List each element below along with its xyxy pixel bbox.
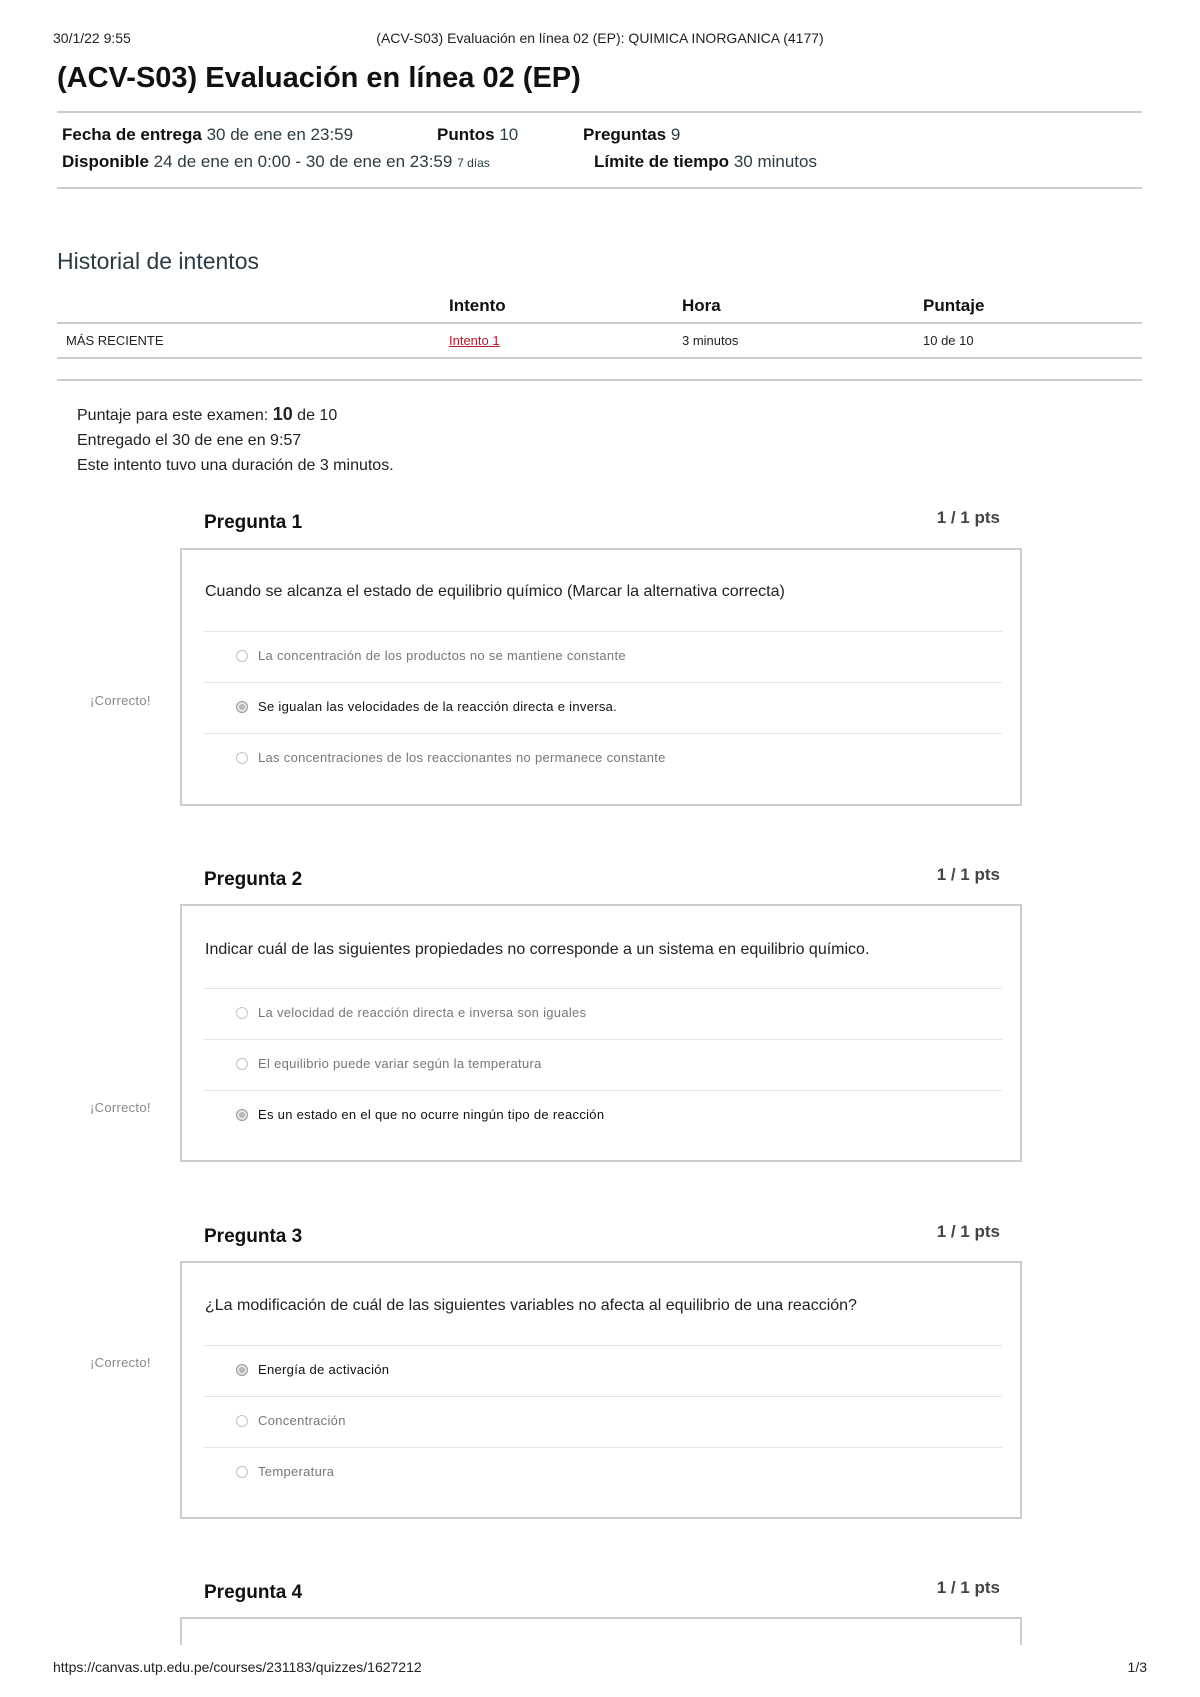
questions-label: Preguntas — [583, 125, 667, 144]
history-header-divider — [57, 322, 1142, 324]
question-1-title: Pregunta 1 — [204, 512, 303, 533]
answer-option[interactable] — [204, 1397, 1002, 1447]
question-2-text: Indicar cuál de las siguientes propiedades no corresponde a un sistema en equilibrio químico. — [205, 941, 870, 958]
answer-option-selected[interactable] — [204, 1346, 1002, 1396]
print-document-title: (ACV-S03) Evaluación en línea 02 (EP): QUIMICA INORGANICA (4177) — [376, 30, 824, 46]
time-limit-value: 30 minutos — [733, 152, 817, 171]
available-label: Disponible — [62, 152, 149, 171]
radio-selected-icon[interactable] — [236, 1364, 248, 1376]
question-4-box — [180, 1617, 1022, 1645]
attempt-time: 3 minutos — [682, 333, 739, 348]
quiz-meta-available — [62, 152, 490, 172]
question-1-text: Cuando se alcanza el estado de equilibrio químico (Marcar la alternativa correcta) — [205, 583, 785, 600]
question-3-box — [180, 1261, 1022, 1519]
question-2-points: 1 / 1 pts — [936, 865, 1000, 884]
score-suffix: de 10 — [297, 407, 338, 424]
score-prefix: Puntaje para este examen: — [77, 407, 269, 424]
history-title: Historial de intentos — [57, 248, 259, 274]
radio-button-icon[interactable] — [236, 1415, 248, 1427]
question-3-correct-flag: ¡Correcto! — [90, 1355, 151, 1370]
answer-label: Las concentraciones de los reaccionantes no permanece constante — [258, 750, 666, 765]
due-value: 30 de ene en 23:59 — [206, 125, 354, 144]
question-2-correct-flag: ¡Correcto! — [90, 1100, 151, 1115]
radio-selected-icon[interactable] — [236, 1109, 248, 1121]
question-1-box — [180, 548, 1022, 806]
answer-option[interactable] — [204, 734, 1002, 784]
radio-button-icon[interactable] — [236, 752, 248, 764]
answer-label: Temperatura — [258, 1464, 335, 1479]
question-4-points: 1 / 1 pts — [936, 1578, 1000, 1597]
question-1-points: 1 / 1 pts — [936, 508, 1000, 527]
radio-button-icon[interactable] — [236, 1058, 248, 1070]
question-3-text: ¿La modificación de cuál de las siguientes variables no afecta al equilibrio de una reacción? — [205, 1297, 857, 1314]
page-number: 1/3 — [1127, 1659, 1147, 1675]
points-value: 10 — [499, 125, 519, 144]
quiz-title: (ACV-S03) Evaluación en línea 02 (EP) — [57, 62, 581, 94]
questions-value: 9 — [670, 125, 681, 144]
score-summary — [77, 404, 337, 425]
submitted-text: Entregado el 30 de ene en 9:57 — [77, 432, 302, 449]
available-days: 7 días — [457, 156, 490, 170]
radio-button-icon[interactable] — [236, 1007, 248, 1019]
question-2-box — [180, 904, 1022, 1162]
available-value: 24 de ene en 0:00 - 30 de ene en 23:59 — [153, 152, 453, 171]
answer-option-selected[interactable] — [204, 1091, 1002, 1141]
meta-divider — [57, 187, 1142, 189]
radio-button-icon[interactable] — [236, 1466, 248, 1478]
score-value: 10 — [272, 404, 293, 424]
attempt-link[interactable]: Intento 1 — [449, 333, 500, 348]
column-header-score: Puntaje — [923, 296, 985, 315]
answer-label: El equilibrio puede variar según la temperatura — [258, 1056, 542, 1071]
question-3-points: 1 / 1 pts — [936, 1222, 1000, 1241]
page-url: https://canvas.utp.edu.pe/courses/231183/quizzes/1627212 — [53, 1659, 422, 1675]
answer-option-selected[interactable] — [204, 683, 1002, 733]
radio-button-icon[interactable] — [236, 650, 248, 662]
quiz-meta-due — [62, 125, 353, 145]
quiz-meta-questions — [583, 125, 680, 145]
answer-label: Es un estado en el que no ocurre ningún tipo de reacción — [258, 1107, 605, 1122]
time-limit-label: Límite de tiempo — [594, 152, 730, 171]
answer-label: Se igualan las velocidades de la reacción directa e inversa. — [258, 699, 618, 714]
answer-option[interactable] — [204, 1040, 1002, 1090]
answer-label: Concentración — [258, 1413, 346, 1428]
due-label: Fecha de entrega — [62, 125, 202, 144]
quiz-meta-time-limit — [594, 152, 817, 172]
answer-label: Energía de activación — [258, 1362, 390, 1377]
print-header — [53, 30, 1147, 50]
answer-label: La velocidad de reacción directa e inversa son iguales — [258, 1005, 587, 1020]
points-label: Puntos — [437, 125, 495, 144]
answer-option[interactable] — [204, 1448, 1002, 1498]
title-divider — [57, 111, 1142, 113]
history-row-divider — [57, 357, 1142, 359]
quiz-meta-points — [437, 125, 518, 145]
column-header-attempt: Intento — [449, 296, 506, 315]
column-header-time: Hora — [682, 296, 721, 315]
history-bottom-divider — [57, 379, 1142, 381]
print-footer — [53, 1659, 1147, 1679]
duration-text: Este intento tuvo una duración de 3 minutos. — [77, 457, 394, 474]
row-label: MÁS RECIENTE — [66, 333, 164, 348]
attempt-score: 10 de 10 — [923, 333, 974, 348]
question-1-correct-flag: ¡Correcto! — [90, 693, 151, 708]
print-date: 30/1/22 9:55 — [53, 30, 131, 46]
question-4-title: Pregunta 4 — [204, 1582, 303, 1603]
question-2-title: Pregunta 2 — [204, 869, 303, 890]
question-3-title: Pregunta 3 — [204, 1226, 303, 1247]
answer-option[interactable] — [204, 632, 1002, 682]
answer-label: La concentración de los productos no se mantiene constante — [258, 648, 626, 663]
answer-option[interactable] — [204, 989, 1002, 1039]
radio-selected-icon[interactable] — [236, 701, 248, 713]
